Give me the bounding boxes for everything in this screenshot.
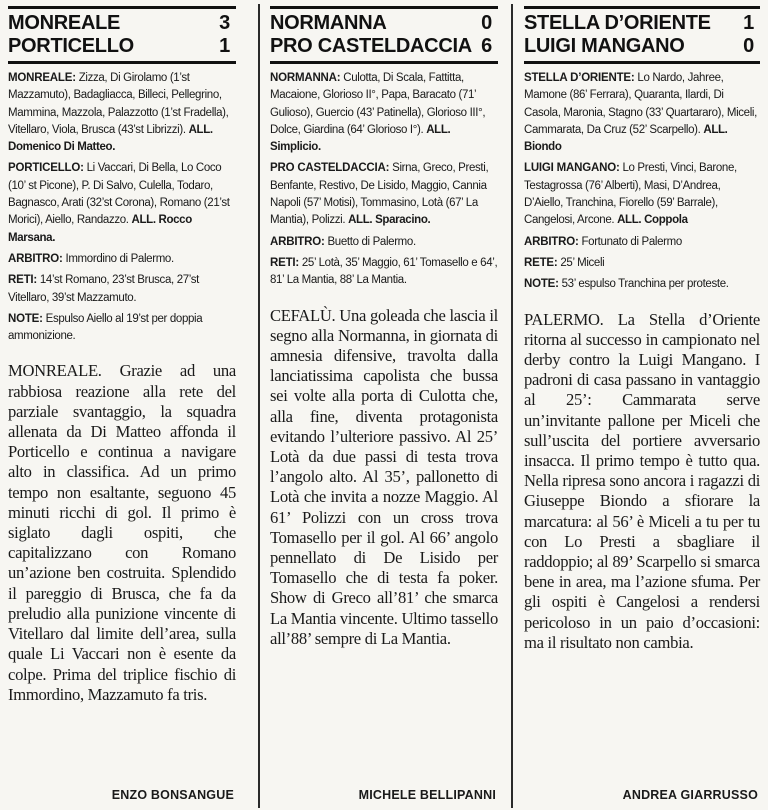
home-score-line [8,6,236,35]
home-team-name: STELLA D’ORIENTE [524,12,711,34]
away-lineup-label: LUIGI MANGANO: [524,162,620,175]
goals-text: 25’ Miceli [560,256,605,269]
home-lineup [8,70,236,156]
home-score-line [270,6,498,35]
home-score-line [524,6,760,35]
away-score: 0 [743,35,754,57]
referee-line [270,234,498,251]
column-divider [258,4,260,808]
away-score: 1 [219,35,230,57]
match-report-column [262,0,504,810]
notes-text: 53’ espulso Tranchina per proteste. [561,278,729,291]
home-coach: ALL. Domenico Di Matteo. [8,123,213,154]
author-byline: ENZO BONSANGUE [111,788,234,802]
away-team-name: LUIGI MANGANO [524,35,685,57]
article-body [8,361,236,704]
goals-text: 14’st Romano, 23’st Brusca, 27’st Vitellaro, 39’st Mazzamuto. [8,274,200,304]
home-lineup-label: STELLA D’ORIENTE: [524,72,635,84]
notes-label: NOTE: [8,312,43,325]
home-lineup [524,70,760,156]
column-divider [511,4,513,808]
goals-label: RETI: [270,256,300,269]
away-coach: ALL. Sparacino. [348,214,431,227]
notes-text: Espulso Aiello al 19’st per doppia ammonizione. [8,312,203,343]
away-score-line [524,35,760,64]
away-lineup-text: Lo Presti, Vinci, Barone, Testagrossa (76’ Alberti), Masi, D’Andrea, D’Aiello, Tranchina, Fiorello (59’ Barrale), Cangelosi, Arcone. [524,162,737,227]
goals-label: RETI: [8,274,38,287]
away-lineup-label: PORTICELLO: [8,162,84,175]
home-team-name: NORMANNA [270,12,387,34]
goals-text: 25’ Lotà, 35’ Maggio, 61’ Tomasello e 64’, 81’ La Mantia, 88’ La Mantia. [270,256,498,287]
goals-line [8,272,236,307]
away-lineup [524,160,760,229]
home-team-name: MONREALE [8,12,121,34]
away-lineup-text: Li Vaccari, Di Bella, Lo Coco (10’ st Picone), P. Di Salvo, Culella, Todaro, Bagnasco, Arati (32’st Corona), Romano (21’st Morici), Aiello, Randazzo. [8,162,230,227]
article-body [270,306,498,649]
author-byline: ANDREA GIARRUSSO [622,788,758,802]
home-lineup-text: Zizza, Di Girolamo (1’st Mazzamuto), Badagliacca, Billeci, Pellegrino, Mammina, Mazzola, Palazzotto (1’st Fradella), Vitellaro, Viola, Brusca (43’st Librizzi). [8,72,229,136]
article-text: Grazie ad una rabbiosa reazione alla rete del parziale svantaggio, la squadra allenata da Di Matteo affonda il Porticello e continua a navigare alto in classifica. Ad un primo tempo non esaltante, seguono 45 minuti ricchi di gol. Il primo è siglato dagli ospiti, che capitalizzano con Romano un’azione ben costruita. Splendido il pareggio di Brusca, che fa da preludio alla punizione vincente di Vitellaro dal limite dell’area, sulla quale Li Vaccari non è esente da colpe. Prima del triplice fischio di Immordino, Mazzamuto fa tris. [8,361,236,704]
article-dateline: MONREALE. [8,361,102,381]
away-lineup-text: Sirna, Greco, Presti, Benfante, Restivo, De Lisido, Maggio, Cannia Napoli (57’ Motisi), Tommasino, Lotà (67’ La Mantia), Polizzi. [270,162,489,227]
article-dateline: CEFALÙ. [270,305,336,325]
referee-text: Buetto di Palermo. [327,235,416,248]
referee-label: ARBITRO: [270,235,325,248]
home-score: 0 [481,12,492,34]
away-team-name: PORTICELLO [8,35,134,57]
match-report-column [516,0,766,810]
home-lineup-label: NORMANNA: [270,72,341,84]
home-lineup-label: MONREALE: [8,72,76,84]
away-coach: ALL. Coppola [617,214,688,227]
referee-line [8,251,236,268]
referee-label: ARBITRO: [524,235,579,248]
goals-line [270,255,498,290]
home-coach: ALL. Biondo [524,123,728,154]
match-report-column [0,0,242,810]
away-score: 6 [481,35,492,57]
home-coach: ALL. Simplicio. [270,123,451,154]
article-dateline: PALERMO. [524,309,604,329]
away-score-line [270,35,498,64]
article-text: La Stella d’Oriente ritorna al successo in campionato nel derby contro la Luigi Mangano. I padroni di casa passano in vantaggio al 25’: Cammarata serve un’invitante pallone per Miceli che sull’uscita del portiere avversario insacca. Il primo tempo è tutto qua. Nella ripresa sono ancora i ragazzi di Giuseppe Biondo a sfiorare la marcatura: al 56’ è Miceli a tu per tu con Lo Presti a sbagliare il raddoppio; al 89’ Scarpello si smarca bene in area, ma l’azione sfuma. Per gli ospiti è Cangelosi a rendersi pericoloso in un paio d’occasioni: ma il risultato non cambia. [524,309,760,652]
away-coach: ALL. Rocco Marsana. [8,214,192,244]
home-score: 1 [743,12,754,34]
home-score: 3 [219,12,230,34]
goals-label: RETE: [524,256,558,269]
away-team-name: PRO CASTELDACCIA [270,35,472,57]
home-lineup-text: Lo Nardo, Jahree, Mamone (86’ Ferrara), Quaranta, Ilardi, Di Casola, Maronia, Stagno (33’ Quartararo), Miceli, Cammarata, Da Cruz (52’ Scarpello). [524,72,757,136]
home-lineup [270,70,498,156]
author-byline: MICHELE BELLIPANNI [358,788,496,802]
referee-text: Fortunato di Palermo [581,235,682,248]
notes-label: NOTE: [524,278,559,291]
article-text: Una goleada che lascia il segno alla Normanna, in giornata di amnesia difensive, travolta dalla lanciatissima capolista che bussa sei volte alla porta di Culotta che, alla fine, diventa protagonista evitando l’ulteriore passivo. Al 25’ Lotà da due passi di testa trova l’angolo alto. Al 35’, pallonetto di Lotà che invita a nozze Maggio. Al 61’ Polizzi con un cross trova Tomasello per il gol. Al 66’ angolo pennellato di De Lisido per Tomasello che di testa fa poker. Show di Greco all’81’ che smarca La Mantia vincente. Ultimo tassello all’88’ sempre di La Mantia. [270,305,498,648]
away-lineup-label: PRO CASTELDACCIA: [270,162,390,175]
referee-label: ARBITRO: [8,252,63,265]
notes-line [524,276,760,293]
away-lineup [8,160,236,246]
referee-text: Immordino di Palermo. [65,252,174,265]
away-score-line [8,35,236,64]
referee-line [524,234,760,251]
article-body [524,310,760,653]
away-lineup [270,160,498,229]
goals-line [524,255,760,272]
home-lineup-text: Culotta, Di Scala, Fattitta, Macaione, Glorioso II°, Papa, Baracato (71’ Gulioso), Guercio (43’ Patinella), Glorioso III°, Dolce, Giardina (64’ Glorioso I°). [270,72,486,136]
notes-line [8,311,236,346]
